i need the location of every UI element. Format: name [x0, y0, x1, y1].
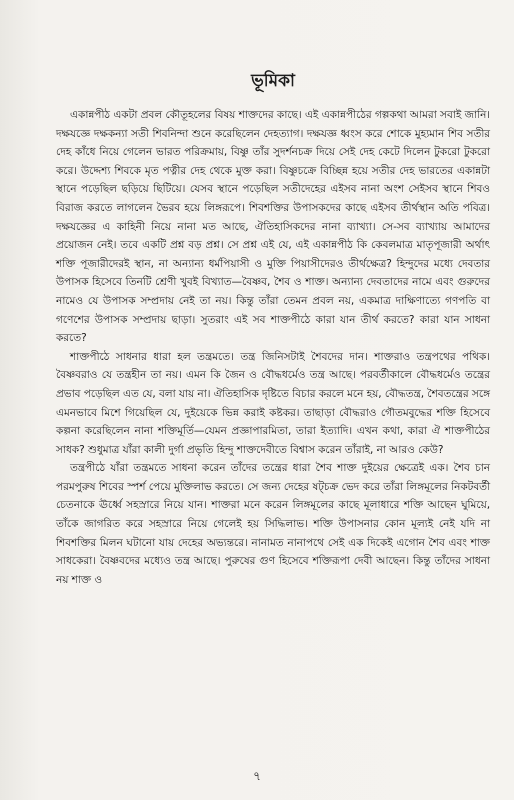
paragraph-1: একান্নপীঠ একটা প্রবল কৌতূহলের বিষয় শাক্তদের কাছে। এই একান্নপীঠের গল্পকথা আমরা সবাই জানি। দক্ষযজ্ঞে দক্ষকন্যা সতী শিবনিন্দা শুনে করেছিলেন দেহত্যাগ। দক্ষযজ্ঞ ধ্বংস করে শোকে মুহ্যমান শিব সতীর দেহ কাঁধে নিয়ে গেলেন ভারত পরিক্রমায়, বিষ্ণু তাঁর সুদর্শনচক্র দিয়ে সেই দেহ কেটে দিলেন টুকরো টুকরো করে। উদ্দেশ্য শিবকে মৃত পত্নীর দেহ থেকে মুক্ত করা। বিষ্ণুচক্রে বিচ্ছিন্ন হয়ে সতীর দেহ ভারতের একান্নটা স্থানে পড়েছিল ছড়িয়ে ছিটিয়ে। যেসব স্থানে পড়েছিল সতীদেহের এইসব নানা অংশ সেইসব স্থানে শিবও বিরাজ করতে লাগলেন ভৈরব হয়ে লিঙ্গরূপে। শিবশক্তির উপাসকদের কাছে এইসব তীর্থস্থান অতি পবিত্র। দক্ষযজ্ঞের এ কাহিনী নিয়ে নানা মত আছে, ঐতিহাসিকদের নানা ব্যাখ্যা। সে-সব ব্যাখ্যায় আমাদের প্রয়োজন নেই। তবে একটি প্রশ্ন বড় প্রশ্ন। সে প্রশ্ন এই যে, এই একান্নপীঠ কি কেবলমাত্র মাতৃপূজারী অর্থাৎ শক্তি পূজারীদেরই স্থান, না অন্যান্য ধর্মপিয়াসী ও মুক্তি পিয়াসীদেরও তীর্থক্ষেত্র? হিন্দুদের মধ্যে দেবতার উপাসক হিসেবে তিনটি শ্রেণী খুবই বিখ্যাত—বৈষ্ণব, শৈব ও শাক্ত। অন্যান্য দেবতাদের নামে এবং গুরুদের নামেও যে উপাসক সম্প্রদায় নেই তা নয়। কিন্তু তাঁরা তেমন প্রবল নয়, একমাত্র দাক্ষিণাত্যে গণপতি বা গণেশের উপাসক সম্প্রদায় ছাড়া। সুতরাং এই সব শাক্তপীঠে কারা যান তীর্থ করতে? কারা যান সাধনা করতে? [56, 109, 490, 345]
body-text [56, 106, 490, 589]
page-title: ভূমিকা [251, 71, 295, 91]
page-number: ৭ [253, 769, 261, 783]
paragraph-3: তন্ত্রপীঠে যাঁরা তন্ত্রমতে সাধনা করেন তাঁদের তন্ত্রের ধারা শৈব শাক্ত দুইয়ের ক্ষেত্রেই এক। শৈব চান পরমপুরুষ শিবের স্পর্শ পেয়ে মুক্তিলাভ করতে। সে জন্য দেহের ষট্‌চক্র ভেদ করে তাঁরা লিঙ্গমূলের নিকটবর্তী চেতনাকে ঊর্ধ্বে সহস্রারে নিয়ে যান। শাক্তরা মনে করেন লিঙ্গমূলের কাছে মূলাধারে শক্তি আছেন ঘুমিয়ে, তাঁকে জাগরিত করে সহস্রারে নিয়ে গেলেই হয় সিদ্ধিলাভ। শক্তি উপাসনার কোন মূল্যই নেই যদি না শিবশক্তির মিলন ঘটানো যায় দেহের অভ্যন্তরে। নানামত নানাপথে সেই এক দিকেই এগোন শৈব এবং শাক্ত সাধকেরা। বৈষ্ণবদের মধ্যেও তন্ত্র আছে। পুরুষের গুণ হিসেবে শক্তিরূপা দেবী আছেন। কিন্তু তাঁদের সাধনা নয় শাক্ত ও [56, 462, 490, 586]
paragraph-2: শাক্তপীঠে সাধনার ধারা হল তন্ত্রমতে। তন্ত্র জিনিসটাই শৈবদের দান। শাক্তরাও তন্ত্রপথের পথিক। বৈষ্ণবরাও যে তন্ত্রহীন তা নয়। এমন কি জৈন ও বৌদ্ধধর্মেও তন্ত্র আছে। পরবর্তীকালে বৌদ্ধধর্মেও তন্ত্রের প্রভাব পড়েছিল এত যে, বলা যায় না। ঐতিহাসিক দৃষ্টিতে বিচার করলে মনে হয়, বৌদ্ধতন্ত্র, শৈবতন্ত্রের সঙ্গে এমনভাবে মিশে গিয়েছিল যে, দুইয়েকে ভিন্ন করাই কষ্টকর। তাছাড়া বৌদ্ধরাও গৌতমবুদ্ধের শক্তি হিসেবে কল্পনা করেছিলেন নানা শক্তিমূর্তি—যেমন প্রজ্ঞাপারমিতা, তারা ইত্যাদি। এখন কথা, কারা ঐ শাক্তপীঠের সাধক? শুধুমাত্র যাঁরা কালী দুর্গা প্রভৃতি হিন্দু শাক্তদেবীতে বিশ্বাস করেন তাঁরাই, না আরও কেউ? [56, 350, 490, 456]
